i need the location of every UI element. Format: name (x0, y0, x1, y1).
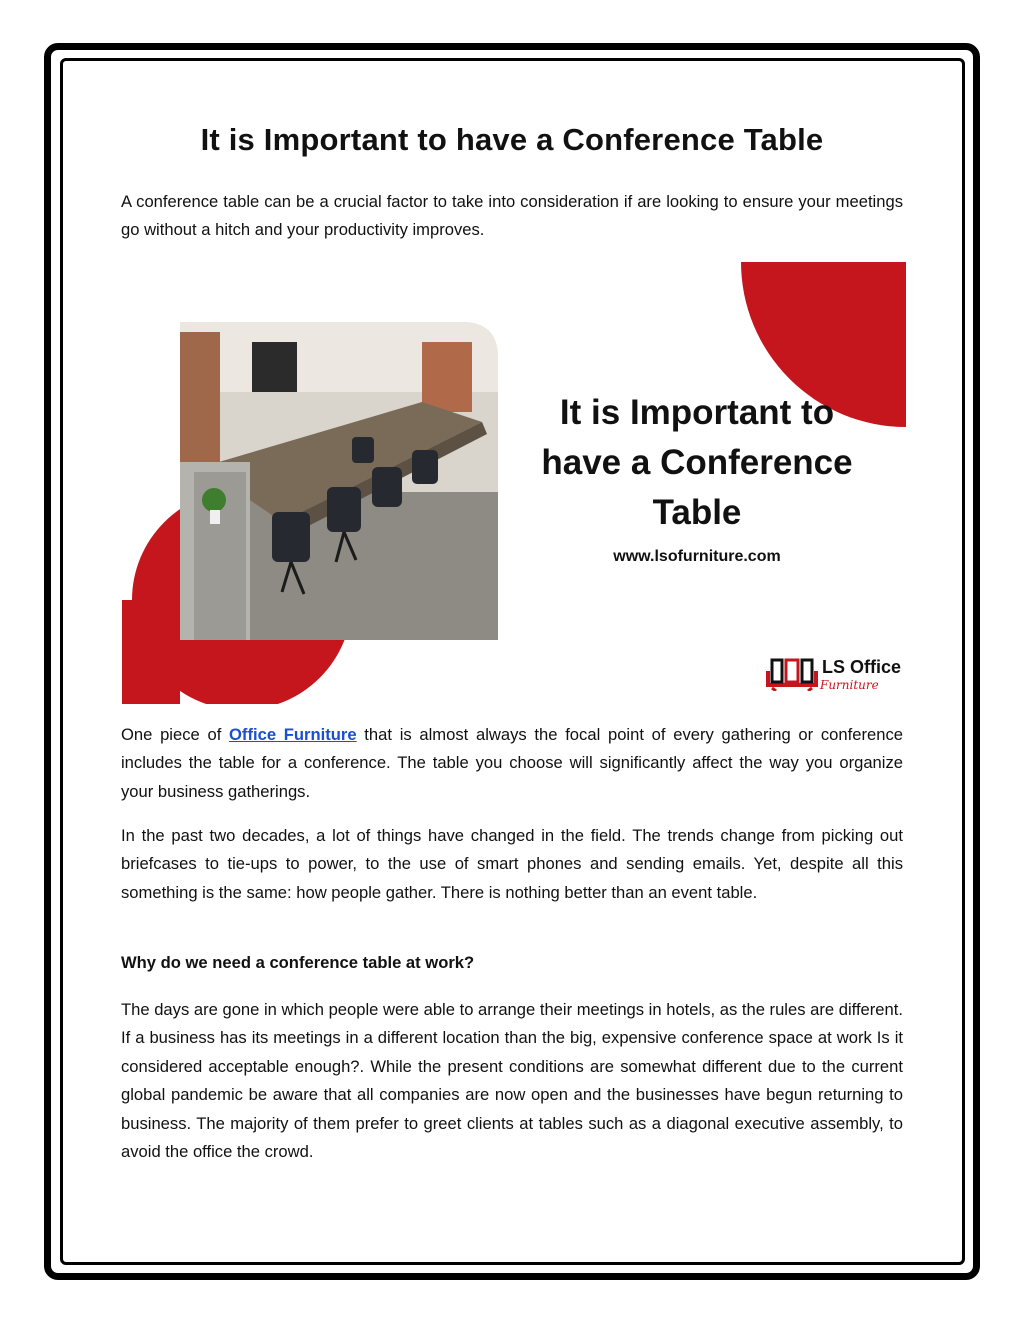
banner-title-line2: have a Conference (541, 443, 853, 482)
paragraph1-after-link: that is almost always the focal point of every gathering or conference includes the table for a conference. The table you choose will significantly affect the way you organize your business gatherings. (121, 725, 903, 801)
banner-title-line1: It is Important to (559, 393, 835, 432)
logo-text: LS Office (822, 657, 902, 677)
logo-script-text: Furniture (820, 678, 879, 692)
page-title: It is Important to have a Conference Table (200, 122, 824, 157)
red-fill-bottom-left (122, 600, 180, 704)
banner-title (467, 388, 927, 538)
paragraph-trends: In the past two decades, a lot of things have changed in the field. The trends change from picking out briefcases to tie-ups to power, to the use of smart phones and sending emails. Yet, despite all this something is the same: how people gather. There is nothing better than an event table. (121, 826, 903, 902)
paragraph-office-furniture (121, 721, 903, 806)
office-furniture-link[interactable]: Office Furniture (229, 725, 357, 744)
banner-title-line3: Table (652, 493, 742, 532)
paragraph-days-gone: The days are gone in which people were able to arrange their meetings in hotels, as the rules are different. If a business has its meetings in a different location than the big, expensive conference space at work Is it considered acceptable enough?. While the present conditions are somewhat different due to the current global pandemic be aware that all companies are now open and the businesses have begun returning to business. The majority of them prefer to greet clients at tables such as a diagonal executive assembly, to avoid the office the crowd. (121, 1000, 903, 1162)
banner-url: www.lsofurniture.com (613, 548, 781, 565)
section-heading: Why do we need a conference table at work? (121, 953, 475, 972)
office-photo (180, 322, 498, 640)
intro-paragraph: A conference table can be a crucial factor to take into consideration if are looking to ensure your meetings go without a hitch and your productivity improves. (121, 192, 903, 240)
paragraph1-before-link: One piece of (121, 725, 230, 744)
